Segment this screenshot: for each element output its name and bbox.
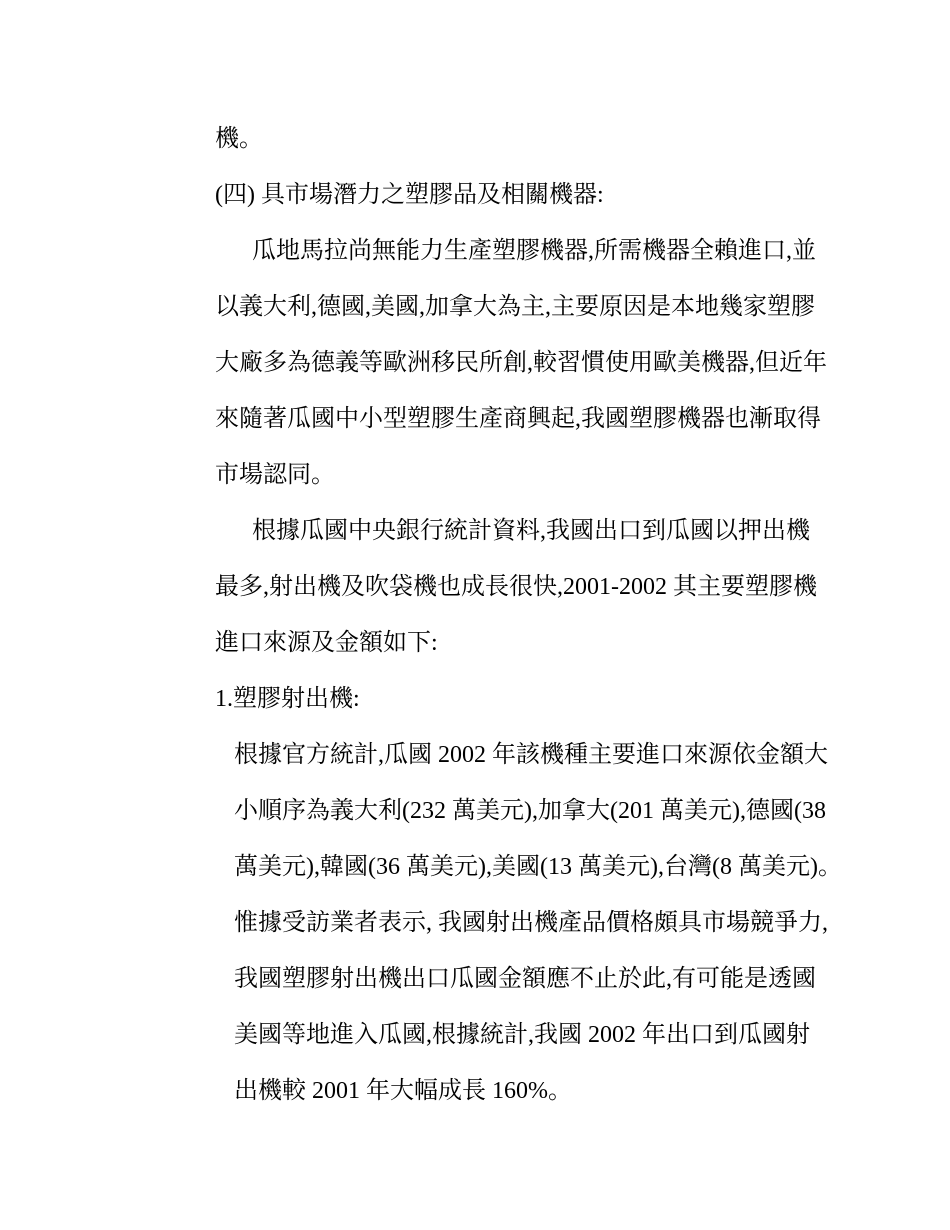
text-line: 來隨著瓜國中小型塑膠生產商興起,我國塑膠機器也漸取得	[215, 406, 821, 432]
text-line: 我國塑膠射出機出口瓜國金額應不止於此,有可能是透國	[234, 966, 816, 992]
text-line: 以義大利,德國,美國,加拿大為主,主要原因是本地幾家塑膠	[215, 294, 815, 320]
text-line: 大廠多為德義等歐洲移民所創,較習慣使用歐美機器,但近年	[215, 350, 827, 376]
list-heading: 1.塑膠射出機:	[215, 686, 360, 712]
text-line: 根據官方統計,瓜國 2002 年該機種主要進口來源依金額大	[234, 742, 828, 768]
text-line: 根據瓜國中央銀行統計資料,我國出口到瓜國以押出機	[252, 518, 810, 544]
text-line: 瓜地馬拉尚無能力生產塑膠機器,所需機器全賴進口,並	[252, 238, 816, 264]
text-line: 出機較 2001 年大幅成長 160%。	[234, 1078, 572, 1104]
text-line: 最多,射出機及吹袋機也成長很快,2001-2002 其主要塑膠機	[215, 574, 817, 600]
text-line: 惟據受訪業者表示, 我國射出機產品價格頗具市場競爭力,	[234, 910, 828, 936]
text-line: 萬美元),韓國(36 萬美元),美國(13 萬美元),台灣(8 萬美元)。	[234, 854, 842, 880]
text-line: 進口來源及金額如下:	[215, 630, 438, 656]
text-line: 美國等地進入瓜國,根據統計,我國 2002 年出口到瓜國射	[234, 1022, 810, 1048]
section-heading: (四) 具市場潛力之塑膠品及相關機器:	[215, 182, 604, 208]
text-line: 機。	[215, 126, 263, 152]
text-line: 市場認同。	[215, 462, 335, 488]
text-line: 小順序為義大利(232 萬美元),加拿大(201 萬美元),德國(38	[234, 798, 826, 824]
